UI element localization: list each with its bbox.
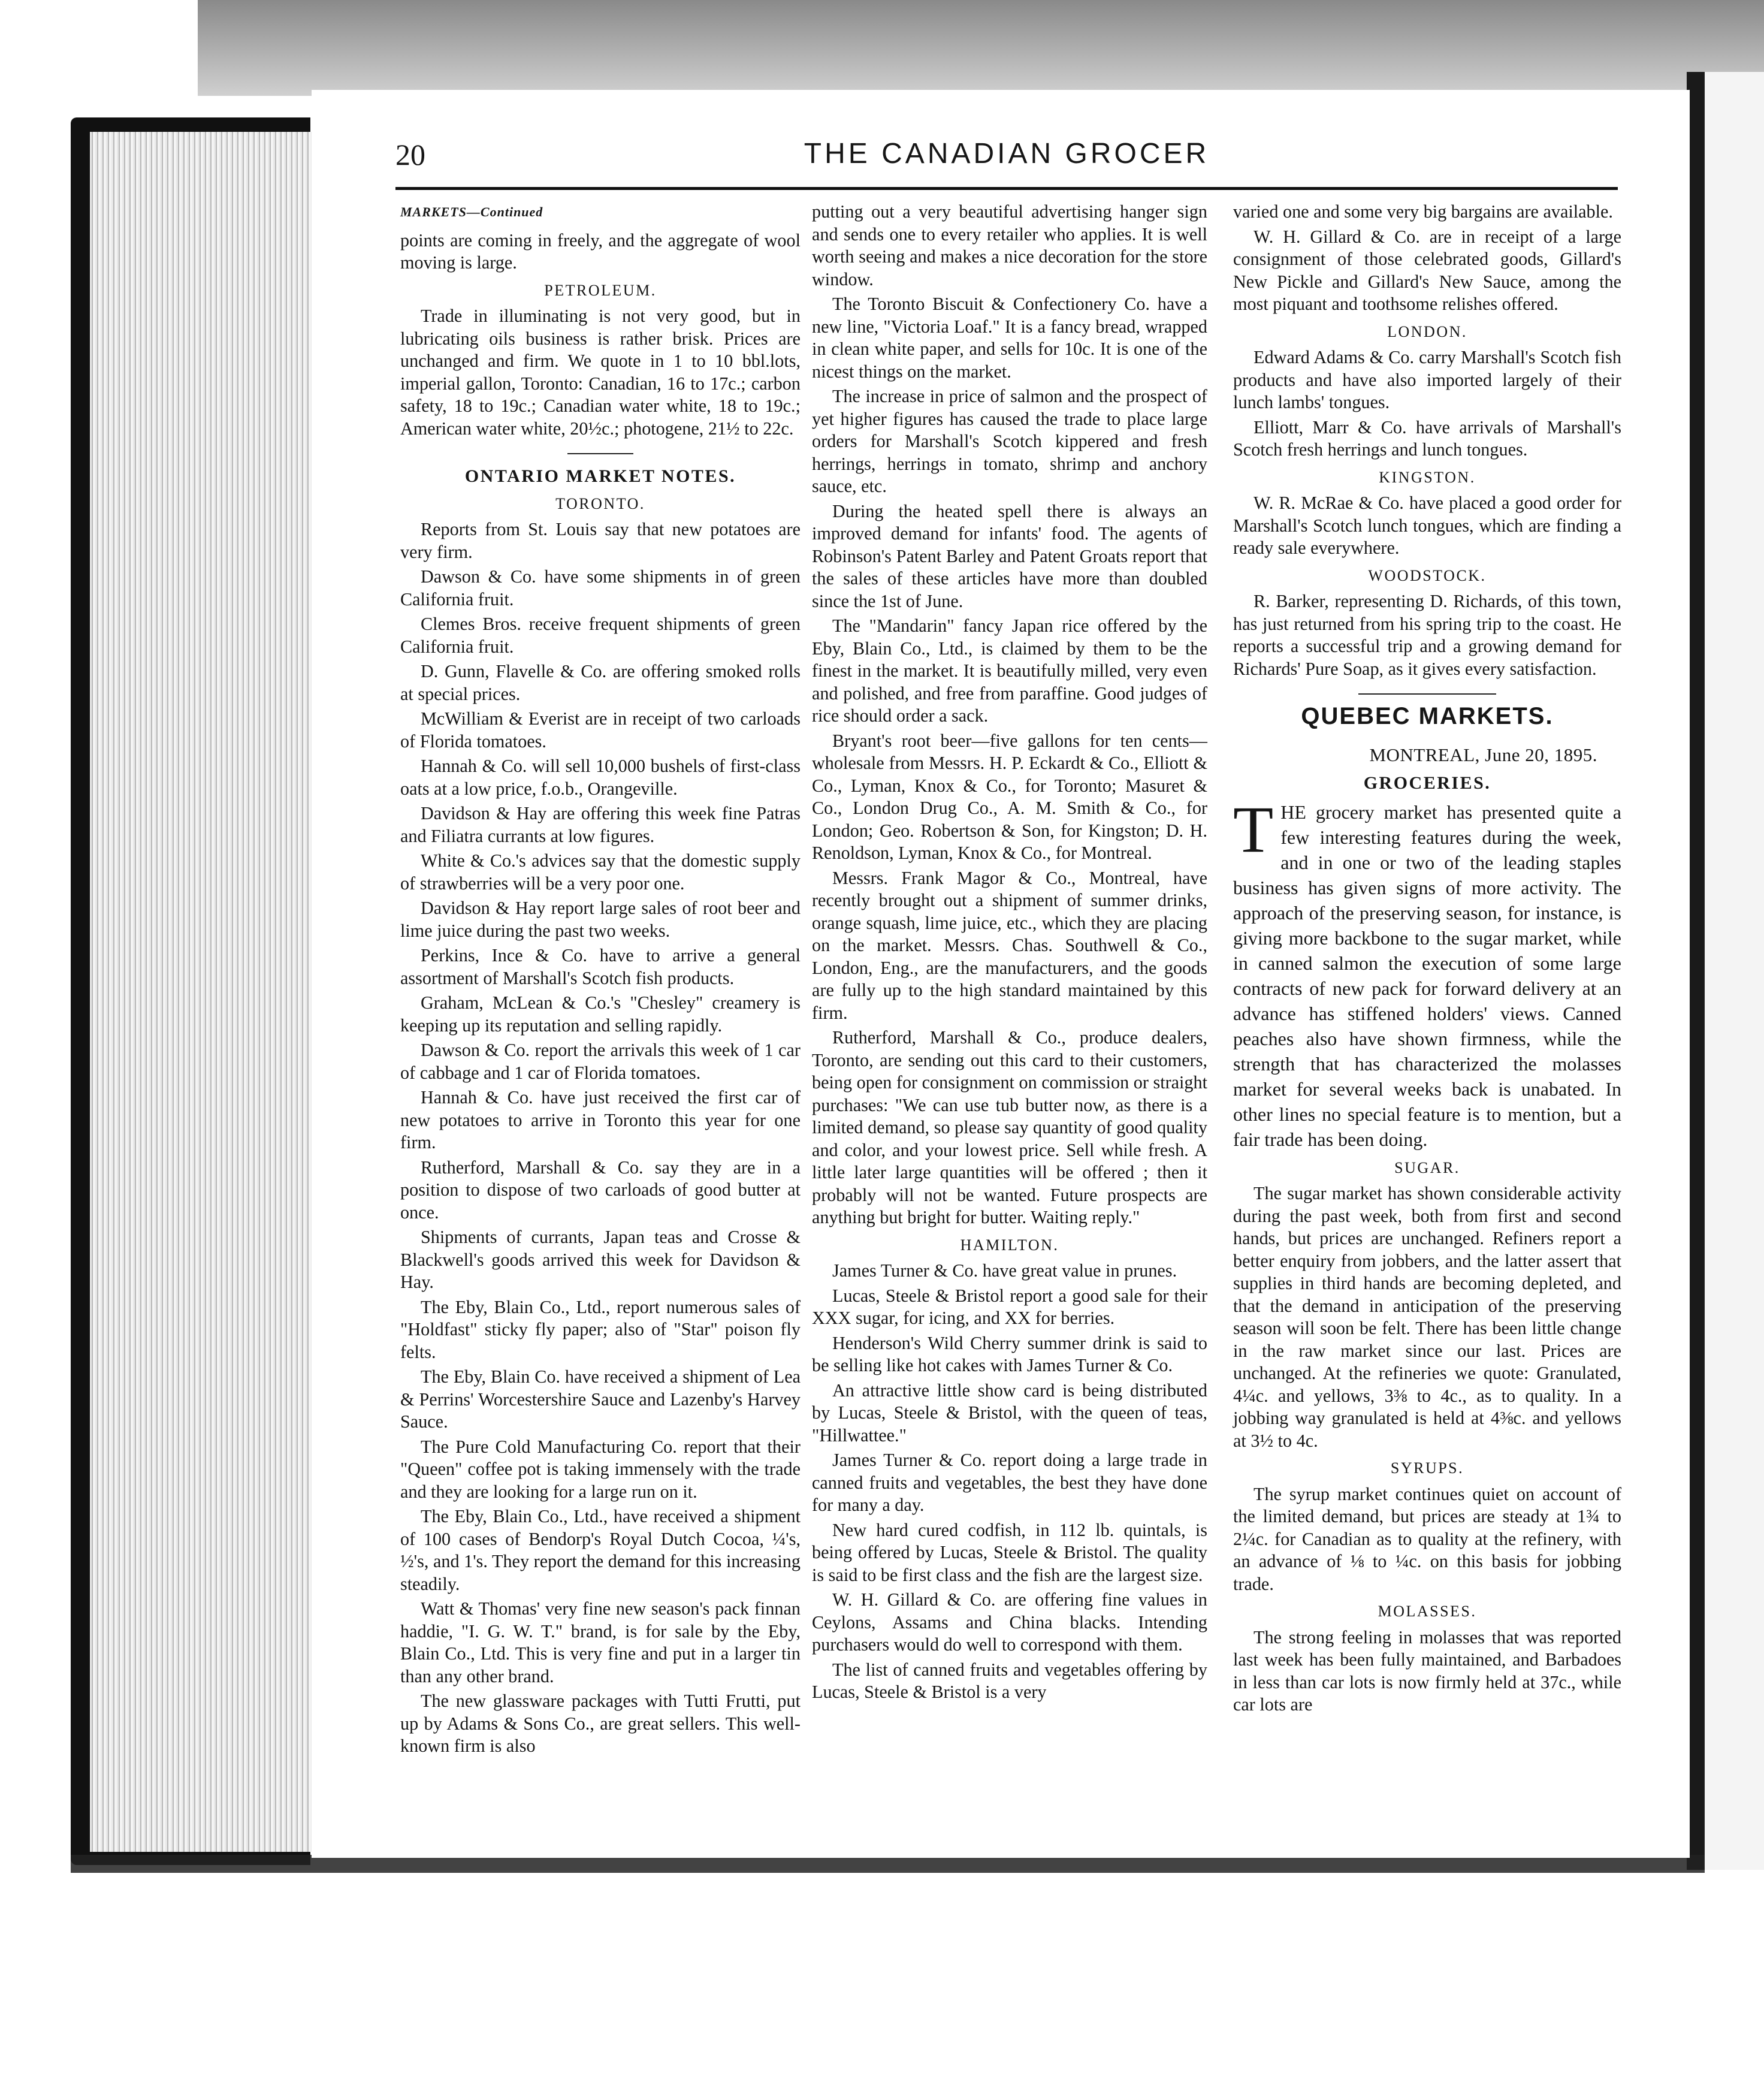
subhead-molasses: MOLASSES. (1378, 1603, 1477, 1620)
divider (567, 453, 633, 454)
paragraph: Reports from St. Louis say that new potatoes are very firm. (400, 519, 801, 562)
subhead-london: LONDON. (1387, 322, 1467, 340)
paragraph: The strong feeling in molasses that was reported last week has been fully maintained, and Barbadoes in less than car lots is now firmly held at 37c., while car lots are (1233, 1627, 1621, 1715)
running-header (395, 135, 1618, 177)
paragraph: points are coming in freely, and the aggregate of wool moving is large. (400, 230, 801, 273)
paragraph: Clemes Bros. receive frequent shipments of green California fruit. (400, 614, 801, 657)
subhead-petroleum: PETROLEUM. (544, 281, 657, 299)
paragraph: Davidson & Hay report large sales of root beer and lime juice during the past two weeks. (400, 898, 801, 941)
paragraph: The sugar market has shown considerable activity during the past week, both from first and second hands, but prices are unchanged. Refiners report a better enquiry from jobbers, and the latter assert that supplies in third hands are becoming depleted, and that the demand in anticipation of the preserving season will soon be felt. There has been little change in the raw market since our last. Prices are unchanged. At the refineries we quote: Granulated, 4¼c. and yellows, 3⅜ to 4c., as to quality. In a jobbing way granulated is held at 4⅜c. and yellows at 3½ to 4c. (1233, 1183, 1621, 1451)
subhead-groceries: GROCERIES. (1363, 773, 1491, 793)
subhead-hamilton: HAMILTON. (960, 1236, 1059, 1254)
paragraph: Edward Adams & Co. carry Marshall's Scotch fish products and have also imported largely of their lunch lambs' tongues. (1233, 347, 1621, 412)
next-page-edge (1705, 72, 1764, 1870)
page-stack-edge (90, 132, 318, 1852)
paragraph: putting out a very beautiful advertising hanger sign and sends one to every retailer who applies. It is well worth seeing and makes a nice decoration for the store window. (812, 201, 1207, 289)
paragraph: The "Mandarin" fancy Japan rice offered by the Eby, Blain Co., Ltd., is claimed by them to be the finest in the market. It is beautifully milled, very even and polished, and free from paraffine. Good judges of rice should order a sack. (812, 615, 1207, 726)
paragraph: Trade in illuminating is not very good, but in lubricating oils business is rather brisk. Prices are unchanged and firm. We quote in 1 to 10 bbl.lots, imperial gallon, Toronto: Canadian, 16 to 17c.; carbon safety, 18 to 19c.; Canadian water white, 18 to 19c.; American water white, 20½c.; photogene, 21½ to 22c. (400, 306, 801, 439)
subhead-syrups: SYRUPS. (1390, 1459, 1464, 1477)
page-number: 20 (395, 138, 425, 171)
paragraph: James Turner & Co. have great value in prunes. (832, 1260, 1177, 1281)
groceries-text: HE grocery market has presented quite a few interesting features during the week, and in one or two of the leading staples business has given signs of more activity. The approach of the preserving season, for instance, is giving more backbone to the sugar market, while in canned salmon the execution of some large contracts of new pack for forward delivery at an advance has stiffened holders' views. Canned peaches also have shown firmness, while the strength that has characterized the molasses market for several weeks back is unabated. In other lines no special feature is to mention, but a fair trade has been doing. (1233, 801, 1621, 1150)
paragraph: The increase in price of salmon and the prospect of yet higher figures has caused the trade to place large orders for Marshall's Scotch kippered and fresh herrings, herrings in tomato, shrimp and anchory sauce, etc. (812, 386, 1207, 496)
paragraph: The syrup market continues quiet on account of the limited demand, but prices are steady at 1¾ to 2¼c. for Canadian as to quality at the refinery, with an advance of ⅛ to ¼c. on this basis for jobbing trade. (1233, 1483, 1621, 1594)
section-kicker: MARKETS—Continued (400, 204, 543, 219)
running-title: THE CANADIAN GROCER (804, 138, 1210, 170)
heading-ontario-market-notes: ONTARIO MARKET NOTES. (464, 466, 736, 486)
paragraph: Bryant's root beer—five gallons for ten cents—wholesale from Messrs. H. P. Eckardt & Co., Elliott & Co., Lyman, Knox & Co., for Toronto; Masuret & Co., London Drug Co., A. M. Smith & Co., for London; Geo. Robertson & Son, for Kingston; D. H. Renoldson, Lyman, Knox & Co., for Montreal. (812, 730, 1207, 863)
paragraph: Graham, McLean & Co.'s "Chesley" creamery is keeping up its reputation and selling rapidly. (400, 992, 801, 1036)
column-2 (812, 201, 1207, 1706)
paragraph: An attractive little show card is being distributed by Lucas, Steele & Bristol, with the queen of teas, "Hillwattee." (812, 1380, 1207, 1446)
paragraph: Elliott, Marr & Co. have arrivals of Marshall's Scotch fresh herrings and lunch tongues. (1233, 417, 1621, 460)
paragraph: D. Gunn, Flavelle & Co. are offering smoked rolls at special prices. (400, 661, 801, 704)
drop-cap: T (1233, 792, 1274, 866)
paragraph: Rutherford, Marshall & Co., produce dealers, Toronto, are sending out this card to their customers, being open for consignment on commission or straight purchases: "We can use tub butter now, as there is a limited demand, so please say quantity of good quality and color, and your lowest price. Sell while fresh. A little later large quantities will be offered ; then it probably will not be wanted. Future prospects are anything but bright for butter. Waiting reply." (812, 1027, 1207, 1227)
header-rule (395, 187, 1618, 190)
paragraph: New hard cured codfish, in 112 lb. quintals, is being offered by Lucas, Steele & Bristol. The quality is said to be first class and the fish are the largest size. (812, 1519, 1207, 1585)
column-1 (400, 201, 801, 1760)
paragraph: Henderson's Wild Cherry summer drink is said to be selling like hot cakes with James Turner & Co. (812, 1332, 1207, 1375)
paragraph: Perkins, Ince & Co. have to arrive a general assortment of Marshall's Scotch fish products. (400, 945, 801, 988)
paragraph: R. Barker, representing D. Richards, of this town, has just returned from his spring trip to the coast. He reports a successful trip and a growing demand for Richards' Pure Soap, as it gives every satisfaction. (1233, 591, 1621, 679)
paragraph: W. H. Gillard & Co. are in receipt of a large consignment of those celebrated goods, Gillard's New Pickle and Gillard's New Sauce, among the most piquant and toothsome relishes offered. (1233, 226, 1621, 314)
paragraph: The Pure Cold Manufacturing Co. report that their "Queen" coffee pot is taking immensely with the trade and they are looking for a large run on it. (400, 1436, 801, 1502)
subhead-kingston: KINGSTON. (1379, 468, 1476, 486)
paragraph: Messrs. Frank Magor & Co., Montreal, have recently brought out a shipment of summer drinks, orange squash, lime juice, etc., which they are placing on the market. Messrs. Chas. Southwell & Co., London, Eng., are the manufacturers, and the goods are fully up to the high standard maintained by this firm. (812, 867, 1207, 1023)
divider (1358, 693, 1496, 695)
paragraph: The Toronto Biscuit & Confectionery Co. have a new line, "Victoria Loaf." It is a fancy bread, wrapped in clean white paper, and sells for 10c. It is one of the nicest things on the market. (812, 294, 1207, 382)
paragraph: Shipments of currants, Japan teas and Crosse & Blackwell's goods arrived this week for Davidson & Hay. (400, 1227, 801, 1292)
paragraph: Rutherford, Marshall & Co. say they are in a position to dispose of two carloads of good butter at once. (400, 1157, 801, 1223)
column-3 (1233, 201, 1621, 1719)
dateline: MONTREAL, June 20, 1895. (1369, 744, 1597, 765)
groceries-paragraph (1233, 792, 1621, 1152)
paragraph: Hannah & Co. have just received the first car of new potatoes to arrive in Toronto this year for one firm. (400, 1087, 801, 1152)
heading-quebec-markets: QUEBEC MARKETS. (1301, 703, 1554, 729)
paragraph: Dawson & Co. have some shipments in of green California fruit. (400, 566, 801, 609)
paragraph: varied one and some very big bargains are available. (1233, 201, 1613, 222)
paragraph: The Eby, Blain Co., Ltd., have received a shipment of 100 cases of Bendorp's Royal Dutch Cocoa, ¼'s, ½'s, and 1's. They report the demand for this increasing steadily. (400, 1506, 801, 1594)
paragraph: The Eby, Blain Co., Ltd., report numerous sales of "Holdfast" sticky fly paper; also of "Star" poison fly felts. (400, 1296, 801, 1362)
paragraph: Watt & Thomas' very fine new season's pack finnan haddie, "I. G. W. T." brand, is for sale by the Eby, Blain Co., Ltd. This is very fine and put in a larger tin than any other brand. (400, 1598, 801, 1686)
paragraph: Lucas, Steele & Bristol report a good sale for their XXX sugar, for icing, and XX for berries. (812, 1285, 1207, 1328)
paragraph: Hannah & Co. will sell 10,000 bushels of first-class oats at a low price, f.o.b., Orangeville. (400, 756, 801, 799)
paragraph: McWilliam & Everist are in receipt of two carloads of Florida tomatoes. (400, 708, 801, 752)
paragraph: White & Co.'s advices say that the domestic supply of strawberries will be a very poor one. (400, 850, 801, 894)
paragraph: During the heated spell there is always an improved demand for infants' food. The agents of Robinson's Patent Barley and Patent Groats report that the sales of these articles have more than doubled since the 1st of June. (812, 500, 1207, 611)
paragraph: W. R. McRae & Co. have placed a good order for Marshall's Scotch lunch tongues, which are finding a ready sale everywhere. (1233, 493, 1621, 558)
paragraph: W. H. Gillard & Co. are offering fine values in Ceylons, Assams and China blacks. Intending purchasers would do well to correspond with them. (812, 1589, 1207, 1655)
paragraph: The list of canned fruits and vegetables offering by Lucas, Steele & Bristol is a very (812, 1659, 1207, 1702)
paragraph: Dawson & Co. report the arrivals this week of 1 car of cabbage and 1 car of Florida tomatoes. (400, 1040, 801, 1083)
subhead-toronto: TORONTO. (555, 494, 645, 512)
paragraph: The new glassware packages with Tutti Frutti, put up by Adams & Sons Co., are great sellers. This well-known firm is also (400, 1691, 801, 1756)
paragraph: The Eby, Blain Co. have received a shipment of Lea & Perrins' Worcestershire Sauce and Lazenby's Harvey Sauce. (400, 1366, 801, 1432)
subhead-sugar: SUGAR. (1394, 1158, 1460, 1176)
paragraph: James Turner & Co. report doing a large trade in canned fruits and vegetables, the best they have done for many a day. (812, 1450, 1207, 1515)
subhead-woodstock: WOODSTOCK. (1368, 566, 1487, 584)
scan-background-top (198, 0, 1764, 96)
paragraph: Davidson & Hay are offering this week fine Patras and Filiatra currants at low figures. (400, 803, 801, 846)
